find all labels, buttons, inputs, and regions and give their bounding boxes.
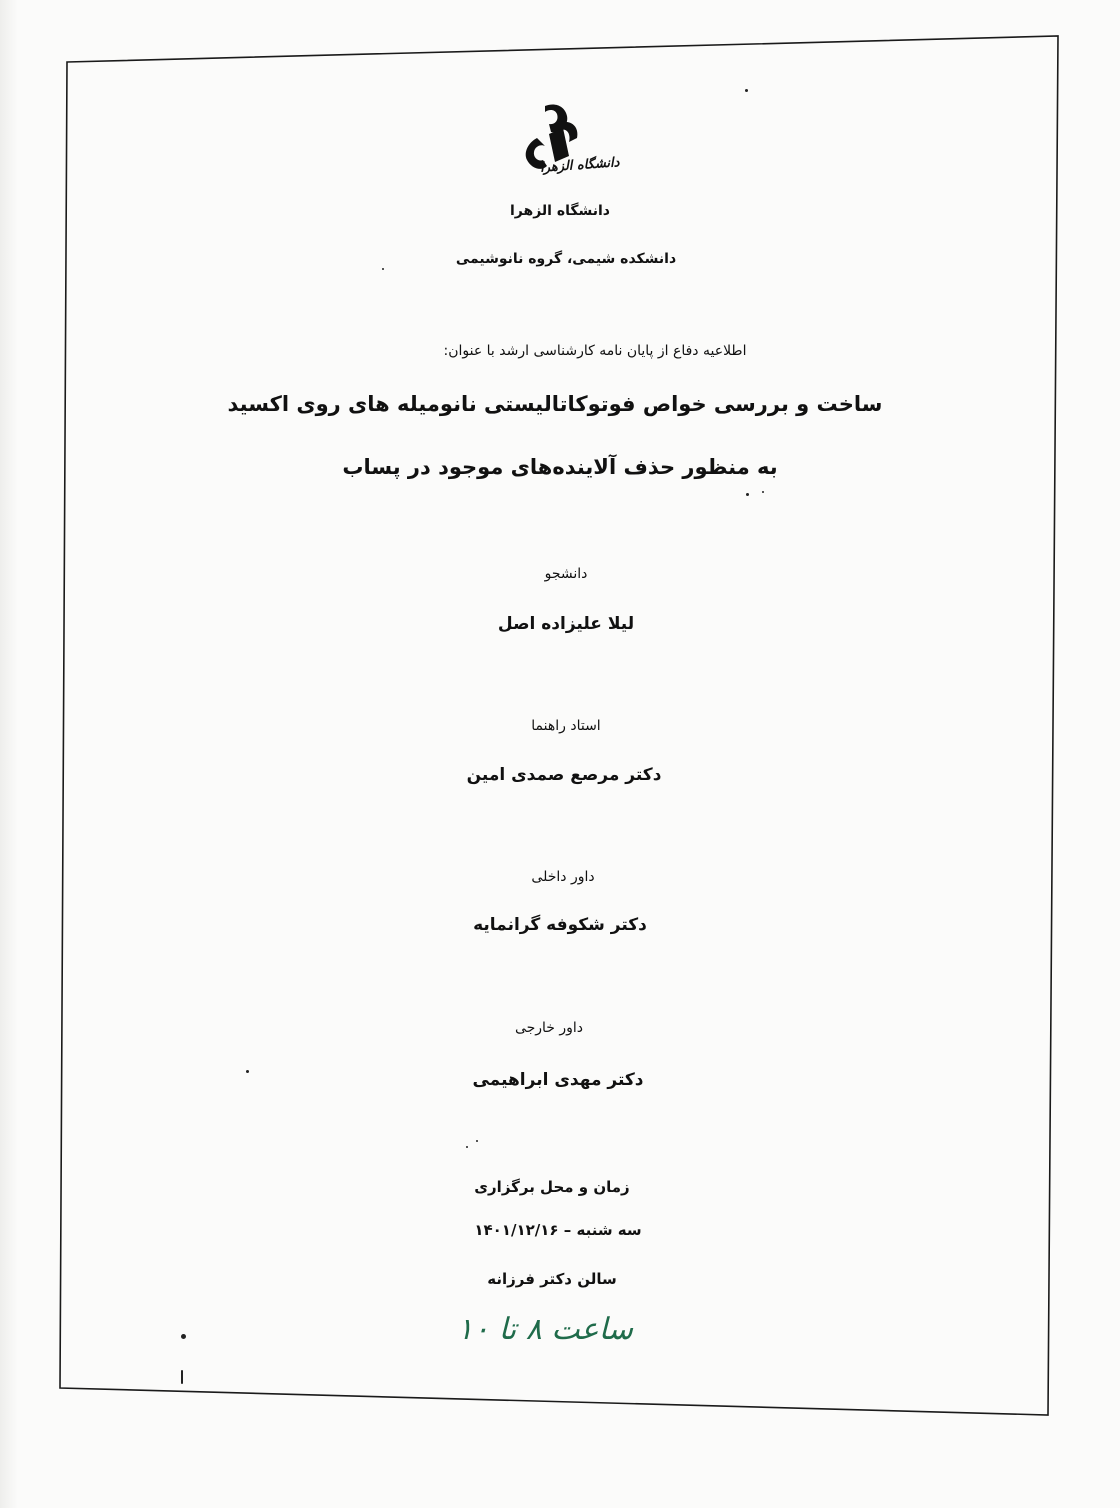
logo-caption: دانشگاه الزهرا (539, 155, 620, 176)
scan-speck (762, 491, 764, 493)
internal-examiner-name: دکتر شکوفه گرانمایه (473, 915, 647, 935)
scan-speck (382, 268, 384, 270)
scan-speck (181, 1370, 183, 1384)
university-name: دانشگاه الزهرا (509, 203, 610, 219)
university-logo (515, 98, 620, 190)
scan-speck (246, 1070, 249, 1073)
scan-speck (476, 1140, 478, 1142)
thesis-title-line1: ساخت و بررسی خواص فوتوکاتالیستی نانومیله های روی اکسید (227, 392, 883, 416)
internal-examiner-label: داور داخلی (531, 869, 595, 885)
event-venue: سالن دکتر فرزانه (487, 1270, 617, 1288)
scan-speck (181, 1334, 186, 1339)
scan-speck (745, 89, 748, 92)
announcement-heading: اطلاعیه دفاع از پایان نامه کارشناسی ارشد با عنوان: (443, 343, 747, 359)
supervisor-label: استاد راهنما (531, 718, 601, 734)
event-label: زمان و محل برگزاری (474, 1178, 630, 1196)
event-date: سه شنبه – ۱۴۰۱/۱۲/۱۶ (474, 1221, 642, 1239)
handwritten-time: ساعت ۸ تا ۱۰ (456, 1312, 634, 1347)
student-name: لیلا علیزاده اصل (497, 614, 635, 634)
scan-speck (746, 493, 749, 496)
external-examiner-label: داور خارجی (514, 1020, 584, 1036)
supervisor-name: دکتر مرصع صمدی امین (466, 765, 662, 785)
faculty-name: دانشکده شیمی، گروه نانوشیمی (455, 251, 677, 267)
external-examiner-name: دکتر مهدی ابراهیمی (472, 1070, 644, 1090)
student-label: دانشجو (544, 566, 588, 582)
scan-speck (466, 1146, 468, 1148)
thesis-title-line2: به منظور حذف آلاینده‌های موجود در پساب (342, 455, 778, 479)
